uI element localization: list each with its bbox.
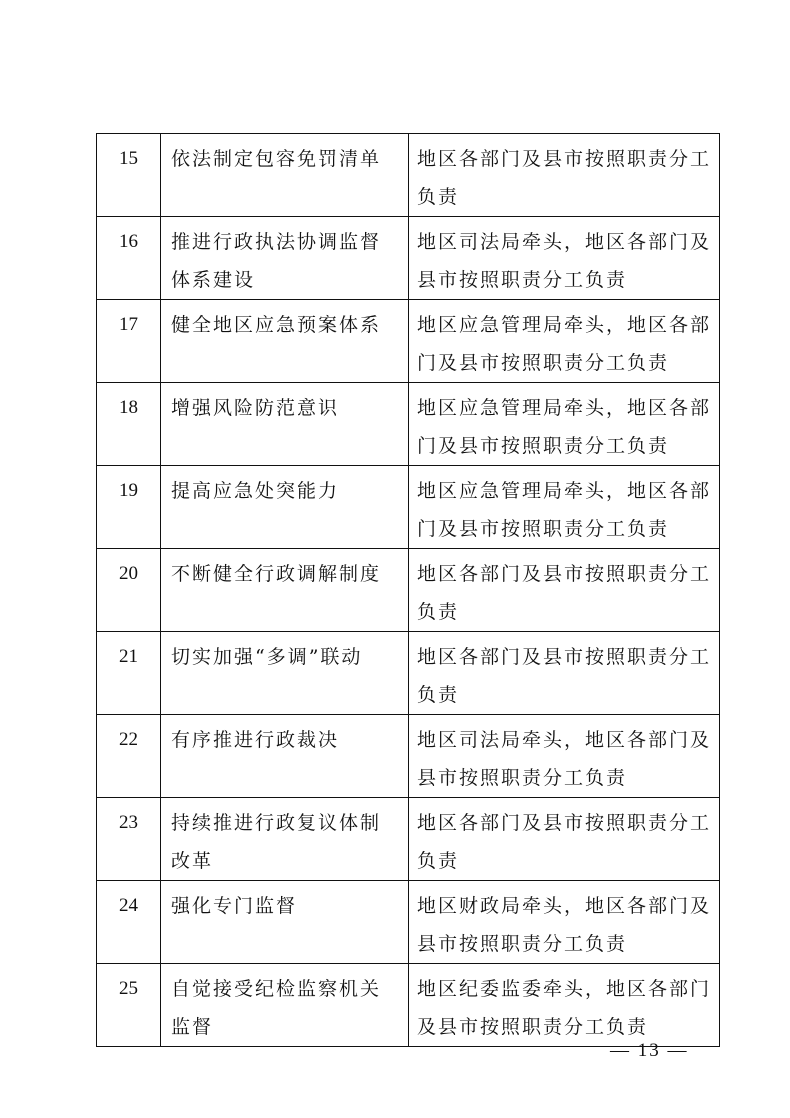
row-number: 19 bbox=[97, 466, 161, 549]
table-row bbox=[97, 632, 720, 715]
page-number: — 13 — bbox=[610, 1040, 689, 1061]
row-number: 18 bbox=[97, 383, 161, 466]
table-row bbox=[97, 549, 720, 632]
task-cell: 自觉接受纪检监察机关监督 bbox=[161, 964, 409, 1047]
row-number: 15 bbox=[97, 134, 161, 217]
task-cell: 推进行政执法协调监督体系建设 bbox=[161, 217, 409, 300]
row-number: 22 bbox=[97, 715, 161, 798]
table-row bbox=[97, 466, 720, 549]
table-row bbox=[97, 881, 720, 964]
responsibility-cell: 地区各部门及县市按照职责分工负责 bbox=[409, 549, 720, 632]
task-cell: 不断健全行政调解制度 bbox=[161, 549, 409, 632]
responsibility-cell: 地区各部门及县市按照职责分工负责 bbox=[409, 632, 720, 715]
task-cell: 切实加强“多调”联动 bbox=[161, 632, 409, 715]
task-cell: 提高应急处突能力 bbox=[161, 466, 409, 549]
row-number: 24 bbox=[97, 881, 161, 964]
responsibility-cell: 地区纪委监委牵头，地区各部门及县市按照职责分工负责 bbox=[409, 964, 720, 1047]
task-cell: 持续推进行政复议体制改革 bbox=[161, 798, 409, 881]
responsibility-cell: 地区各部门及县市按照职责分工负责 bbox=[409, 134, 720, 217]
table-row bbox=[97, 715, 720, 798]
table-row bbox=[97, 217, 720, 300]
responsibility-cell: 地区应急管理局牵头，地区各部门及县市按照职责分工负责 bbox=[409, 466, 720, 549]
responsibility-cell: 地区应急管理局牵头，地区各部门及县市按照职责分工负责 bbox=[409, 383, 720, 466]
row-number: 23 bbox=[97, 798, 161, 881]
row-number: 25 bbox=[97, 964, 161, 1047]
table-row bbox=[97, 300, 720, 383]
task-cell: 有序推进行政裁决 bbox=[161, 715, 409, 798]
task-table bbox=[96, 133, 720, 1047]
task-cell: 增强风险防范意识 bbox=[161, 383, 409, 466]
row-number: 21 bbox=[97, 632, 161, 715]
responsibility-cell: 地区司法局牵头，地区各部门及县市按照职责分工负责 bbox=[409, 715, 720, 798]
row-number: 16 bbox=[97, 217, 161, 300]
table-row bbox=[97, 134, 720, 217]
task-cell: 依法制定包容免罚清单 bbox=[161, 134, 409, 217]
responsibility-cell: 地区财政局牵头，地区各部门及县市按照职责分工负责 bbox=[409, 881, 720, 964]
row-number: 20 bbox=[97, 549, 161, 632]
table-row bbox=[97, 798, 720, 881]
responsibility-cell: 地区司法局牵头，地区各部门及县市按照职责分工负责 bbox=[409, 217, 720, 300]
row-number: 17 bbox=[97, 300, 161, 383]
table-row bbox=[97, 383, 720, 466]
responsibility-cell: 地区应急管理局牵头，地区各部门及县市按照职责分工负责 bbox=[409, 300, 720, 383]
task-cell: 健全地区应急预案体系 bbox=[161, 300, 409, 383]
table-row bbox=[97, 964, 720, 1047]
task-cell: 强化专门监督 bbox=[161, 881, 409, 964]
responsibility-cell: 地区各部门及县市按照职责分工负责 bbox=[409, 798, 720, 881]
